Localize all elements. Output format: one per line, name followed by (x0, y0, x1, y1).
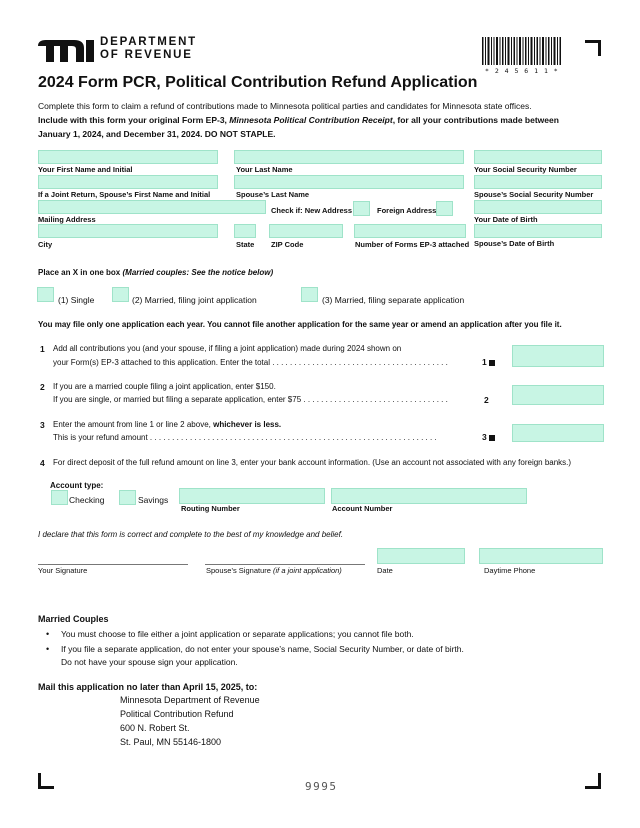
city-label: City (38, 240, 53, 249)
mailing-address-field[interactable] (38, 200, 266, 214)
routing-number-label: Routing Number (181, 504, 240, 513)
mail-address-3: 600 N. Robert St. (120, 723, 190, 733)
spouse-signature-note: (if a joint application) (273, 566, 342, 575)
your-signature-line (38, 564, 188, 565)
mail-heading: Mail this application no later than April 15, 2025, to: (38, 682, 258, 692)
intro-line2b: Minnesota Political Contribution Receipt (229, 115, 393, 125)
corner-mark-bottom-left (38, 773, 54, 789)
routing-number-field[interactable] (179, 488, 325, 504)
num-forms-label: Number of Forms EP-3 attached (355, 240, 470, 249)
mail-address-4: St. Paul, MN 55146-1800 (120, 737, 222, 747)
line3-number: 3 (40, 420, 45, 430)
line2-text-b: If you are single, or married but filing a separate application, enter $75 . . . . . . . . . . . . . . . . . . . . . . . . . . . . . . . . . (53, 395, 448, 404)
married-bullet-2b: Do not have your spouse sign your application. (61, 657, 238, 667)
new-address-checkbox[interactable] (353, 201, 370, 216)
spouse-dob-field[interactable] (474, 224, 602, 238)
barcode (482, 37, 562, 75)
logo-line1: DEPARTMENT (100, 36, 198, 48)
intro-line2c: , for all your contributions made between (392, 115, 559, 125)
married-separate-checkbox[interactable] (301, 287, 318, 302)
intro-line2 (38, 115, 559, 125)
last-name-field[interactable] (234, 150, 464, 164)
ssn-field[interactable] (474, 150, 602, 164)
married-separate-label: (3) Married, filing separate application (322, 295, 465, 305)
mail-address-2: Political Contribution Refund (120, 709, 234, 719)
line3-text-a2: whichever is less. (213, 420, 282, 429)
your-signature-label: Your Signature (38, 566, 88, 575)
barcode-icon (482, 37, 562, 65)
savings-label: Savings (138, 495, 169, 505)
foreign-address-label: Foreign Address (377, 206, 437, 215)
spouse-ssn-field[interactable] (474, 175, 602, 189)
line3-text-a (53, 420, 281, 429)
line2-number: 2 (40, 382, 45, 392)
spouse-dob-label: Spouse’s Date of Birth (474, 239, 555, 248)
date-label: Date (377, 566, 393, 575)
married-bullet-1-dot: • (46, 629, 50, 639)
spouse-signature-line (205, 564, 365, 565)
city-field[interactable] (38, 224, 218, 238)
mailing-address-label: Mailing Address (38, 215, 96, 224)
spouse-last-name-label: Spouse’s Last Name (236, 190, 310, 199)
line3-ref-text: 3 (482, 432, 487, 442)
savings-checkbox[interactable] (119, 490, 136, 505)
married-bullet-1: You must choose to file either a joint application or separate applications; you cannot file both. (61, 629, 414, 639)
zip-field[interactable] (269, 224, 343, 238)
dob-field[interactable] (474, 200, 602, 214)
line3-text-a1: Enter the amount from line 1 or line 2 above, (53, 420, 214, 429)
ssn-label: Your Social Security Number (474, 165, 577, 174)
num-forms-field[interactable] (354, 224, 466, 238)
last-name-label: Your Last Name (236, 165, 293, 174)
logo (38, 36, 208, 64)
spouse-first-name-label: If a Joint Return, Spouse’s First Name and Initial (38, 190, 211, 199)
married-bullet-2-dot: • (46, 644, 50, 654)
mn-logo-icon (38, 38, 94, 62)
state-field[interactable] (234, 224, 256, 238)
one-application-warning: You may file only one application each year. You cannot file another application for the same year or amend an application after you file it. (38, 320, 562, 329)
married-bullet-2a: If you file a separate application, do not enter your spouse’s name, Social Security Number, or date of birth. (61, 644, 464, 654)
intro-line2a: Include with this form your original Form EP-3, (38, 115, 230, 125)
account-number-field[interactable] (331, 488, 527, 504)
married-joint-checkbox[interactable] (112, 287, 129, 302)
line1-text-b: your Form(s) EP-3 attached to this application. Enter the total . . . . . . . . . . . . . . . . . . . . . . . . . . . . . . . . . . . . . . . . (53, 358, 448, 367)
line2-amount-field[interactable] (512, 385, 604, 405)
state-label: State (236, 240, 255, 249)
mail-address-1: Minnesota Department of Revenue (120, 695, 260, 705)
line1-text-a: Add all contributions you (and your spouse, if filing a joint application) made during 2024 shown on (53, 344, 402, 353)
intro-line1: Complete this form to claim a refund of contributions made to Minnesota political parties and candidates for Minnesota state offices. (38, 101, 532, 111)
date-field[interactable] (377, 548, 465, 564)
married-joint-label: (2) Married, filing joint application (132, 295, 257, 305)
checking-label: Checking (69, 495, 105, 505)
filing-instruction-note: (Married couples: See the notice below) (122, 268, 274, 277)
line1-ref (482, 357, 495, 367)
account-type-label: Account type: (50, 481, 104, 490)
barcode-text: * 2 4 5 6 1 1 * (485, 67, 559, 75)
filing-instruction (38, 268, 273, 277)
line3-ref (482, 432, 495, 442)
line3-amount-field[interactable] (512, 424, 604, 442)
line2-text-a: If you are a married couple filing a joint application, enter $150. (53, 382, 276, 391)
spouse-signature-text: Spouse’s Signature (206, 566, 273, 575)
line4-number: 4 (40, 458, 45, 468)
line1-ref-text: 1 (482, 357, 487, 367)
dob-label: Your Date of Birth (474, 215, 538, 224)
spouse-first-name-field[interactable] (38, 175, 218, 189)
account-number-label: Account Number (332, 504, 393, 513)
corner-mark-bottom-right (585, 773, 601, 789)
logo-line2: OF REVENUE (100, 49, 193, 61)
filing-instruction-text: Place an X in one box (38, 268, 121, 277)
intro-line3: January 1, 2024, and December 31, 2024. DO NOT STAPLE. (38, 129, 276, 139)
line2-ref: 2 (484, 395, 489, 405)
corner-mark-top-right (585, 40, 601, 56)
single-label: (1) Single (58, 295, 95, 305)
first-name-label: Your First Name and Initial (38, 165, 133, 174)
declaration-text: I declare that this form is correct and complete to the best of my knowledge and belief. (38, 530, 344, 539)
line1-amount-field[interactable] (512, 345, 604, 367)
spouse-last-name-field[interactable] (234, 175, 464, 189)
page-title: 2024 Form PCR, Political Contribution Refund Application (38, 74, 478, 91)
zip-label: ZIP Code (271, 240, 304, 249)
spouse-ssn-label: Spouse’s Social Security Number (474, 190, 594, 199)
daytime-phone-label: Daytime Phone (484, 566, 536, 575)
line1-number: 1 (40, 344, 45, 354)
line4-text: For direct deposit of the full refund amount on line 3, enter your bank account information. (Use an account not associated with any foreign banks.) (53, 458, 572, 467)
first-name-field[interactable] (38, 150, 218, 164)
new-address-label: Check if: New Address (271, 206, 352, 215)
checking-checkbox[interactable] (51, 490, 68, 505)
footer-code: 9995 (305, 780, 338, 793)
single-checkbox[interactable] (37, 287, 54, 302)
married-couples-heading: Married Couples (38, 614, 109, 624)
line3-text-b: This is your refund amount . . . . . . . . . . . . . . . . . . . . . . . . . . . . . . . . . . . . . . . . . . . . . . . . . . . . . . . . . . . . . . . . . (53, 433, 437, 442)
spouse-signature-label (206, 566, 342, 575)
daytime-phone-field[interactable] (479, 548, 603, 564)
foreign-address-checkbox[interactable] (436, 201, 453, 216)
